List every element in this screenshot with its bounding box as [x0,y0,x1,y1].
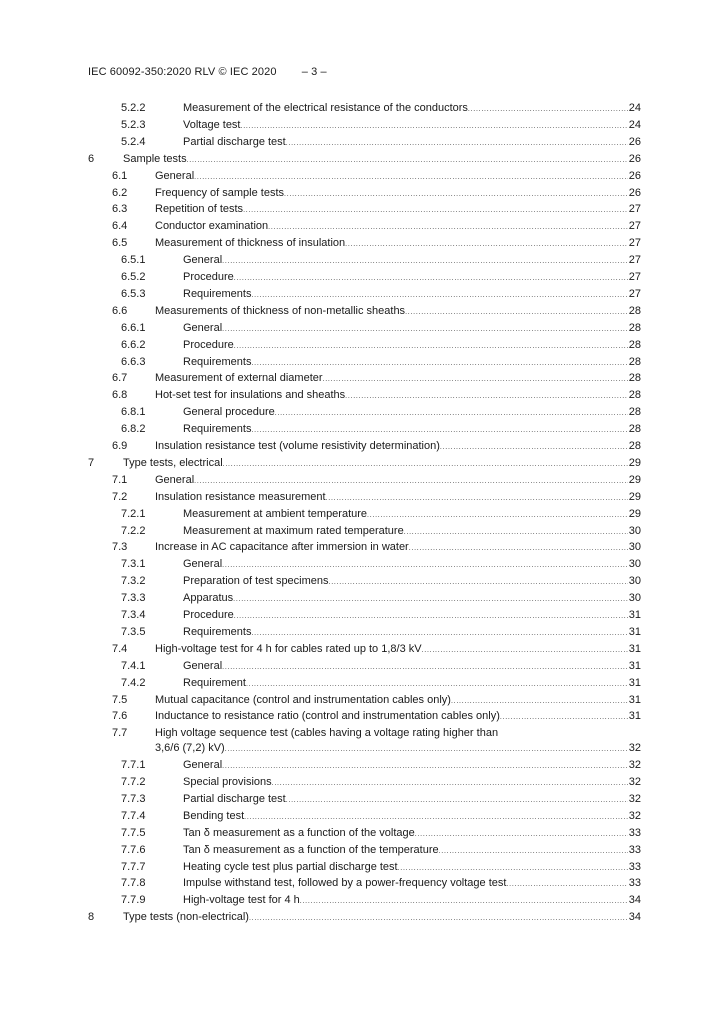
toc-entry[interactable] [0,791,724,807]
toc-dot-leader [367,506,628,524]
page-header [88,66,327,78]
toc-entry-number: 7.7.3 [121,792,146,805]
toc-entry-number: 5.2.3 [121,118,146,131]
toc-entry[interactable] [0,808,724,824]
toc-entry-number: 5.2.2 [121,102,146,114]
toc-entry-page: 29 [628,473,641,486]
toc-entry-line [155,168,641,186]
toc-entry-line [155,708,641,726]
toc-entry-line [155,641,641,659]
toc-dot-leader [244,808,628,826]
toc-entry[interactable] [0,573,724,589]
toc-entry-title: Procedure [183,271,234,283]
toc-entry[interactable] [0,875,724,891]
toc-dot-leader [222,757,628,775]
toc-entry-title: Type tests (non-electrical) [123,911,249,924]
toc-dot-leader [506,875,627,893]
toc-entry-line [183,774,641,792]
toc-entry[interactable] [0,286,724,302]
toc-entry-number: 7.5 [112,693,128,706]
toc-entry[interactable] [0,100,724,116]
toc-dot-leader [405,303,628,321]
toc-dot-leader [194,472,628,490]
toc-entry-number: 7.7.4 [121,809,146,822]
toc-entry[interactable] [0,740,724,756]
toc-dot-leader [345,387,628,405]
toc-entry-line [155,185,641,203]
toc-entry[interactable] [0,892,724,908]
toc-entry-title: Procedure [183,338,234,351]
toc-entry-number: 7.7.2 [121,776,146,788]
toc-entry-line [183,658,641,676]
toc-entry[interactable] [0,523,724,539]
toc-entry-title: General [183,254,223,267]
toc-entry-line [183,404,641,422]
toc-entry-line [183,269,641,287]
toc-dot-leader [500,708,628,726]
toc-entry-continuation [0,725,724,741]
toc-entry-number: 6.2 [112,186,128,199]
toc-entry-number: 6.8.1 [121,406,146,419]
toc-entry[interactable] [0,641,724,657]
toc-entry-line [155,370,641,388]
toc-entry-title: Type tests, electrical [123,456,223,469]
toc-entry-title-line1: High voltage sequence test (cables having a voltage rating higher than [155,727,499,740]
toc-entry-title: General [183,659,223,672]
toc-entry[interactable] [0,539,724,555]
toc-entry-title: Requirements [183,625,252,638]
toc-entry-title: Measurement of external diameter [155,372,323,385]
toc-entry-title: Partial discharge test [183,792,286,805]
toc-entry-line [183,506,641,524]
toc-entry-number: 7.4 [112,642,128,655]
document-id: IEC 60092-350:2020 RLV © IEC 2020 [88,66,277,78]
toc-entry-title: Insulation resistance test (volume resistivity determination) [155,440,440,452]
toc-entry-title: Measurement at maximum rated temperature [183,524,404,537]
toc-dot-leader [223,455,628,473]
toc-entry-page: 28 [628,372,641,385]
toc-entry-page: 30 [628,558,641,571]
toc-entry-page: 28 [628,406,641,419]
toc-entry-title: Tan δ measurement as a function of the voltage [183,826,415,839]
toc-entry-number: 8 [88,911,95,924]
toc-entry-number: 6.3 [112,203,128,216]
toc-entry-line [183,134,641,152]
toc-entry-page: 32 [628,792,641,805]
toc-entry-page: 31 [628,676,641,689]
toc-entry-title: Hot-set test for insulations and sheaths [155,389,346,402]
toc-entry[interactable] [0,387,724,403]
toc-entry-number: 6.8.2 [121,423,146,436]
toc-entry[interactable] [0,556,724,572]
toc-entry-page: 32 [628,742,641,755]
toc-entry-page: 29 [628,456,641,469]
toc-entry-number: 6.6.2 [121,338,146,351]
toc-entry[interactable] [0,303,724,319]
toc-entry-line [155,472,641,490]
toc-dot-leader [234,337,628,355]
toc-entry-line [183,875,641,893]
toc-entry-line [183,624,641,642]
toc-entry[interactable] [0,658,724,674]
toc-entry[interactable] [0,218,724,234]
toc-entry-number: 6.6.3 [121,355,146,368]
toc-entry-line [183,252,641,270]
toc-entry[interactable] [0,607,724,623]
toc-entry-page: 33 [628,826,641,839]
toc-dot-leader [286,791,628,809]
toc-entry[interactable] [0,757,724,773]
toc-entry-title: Repetition of tests [155,203,244,216]
toc-dot-leader [243,201,628,219]
toc-entry-title: Measurement of the electrical resistance of the conductors [183,102,468,114]
toc-entry-number: 7.3.3 [121,592,146,605]
toc-entry[interactable] [0,624,724,640]
toc-dot-leader [272,774,628,792]
toc-entry-number: 6.4 [112,220,128,233]
toc-entry[interactable] [0,354,724,370]
toc-dot-leader [187,151,628,169]
toc-dot-leader [233,590,628,608]
toc-entry-title: Partial discharge test [183,135,286,148]
toc-entry-page: 28 [628,304,641,317]
toc-dot-leader [234,269,628,287]
toc-entry[interactable] [0,489,724,505]
toc-entry[interactable] [0,235,724,251]
toc-entry-line [155,218,641,236]
toc-dot-leader [251,624,627,642]
toc-entry-number: 7.2 [112,490,128,503]
toc-entry-page: 31 [628,693,641,706]
toc-entry[interactable] [0,404,724,420]
toc-entry-title: Apparatus [183,592,234,605]
toc-entry-title: Measurement at ambient temperature [183,507,368,520]
toc-entry-line [183,892,641,910]
toc-dot-leader [222,658,628,676]
toc-entry[interactable] [0,708,724,724]
toc-dot-leader [440,438,628,456]
toc-entry-number: 6.9 [112,440,128,452]
toc-entry-number: 6.5 [112,237,128,250]
toc-entry-line [183,590,641,608]
toc-entry-number: 7.2.2 [121,524,146,537]
toc-entry-number: 7.1 [112,473,128,486]
toc-entry[interactable] [0,842,724,858]
toc-entry-number: 6.5.2 [121,271,146,283]
toc-entry-line [183,117,641,135]
toc-entry[interactable] [0,201,724,217]
toc-dot-leader [345,235,628,253]
toc-dot-leader [323,370,628,388]
toc-entry-page: 28 [628,440,641,452]
toc-entry-number: 7.3 [112,541,128,554]
toc-entry[interactable] [0,590,724,606]
toc-dot-leader [222,556,628,574]
toc-entry-page: 33 [628,877,641,890]
toc-entry-page: 34 [628,894,641,907]
toc-entry-title: General [183,759,223,772]
toc-entry-line [183,757,641,775]
toc-entry-number: 7.7.8 [121,877,146,890]
toc-entry-line [155,201,641,219]
toc-entry-number: 6.6.1 [121,321,146,334]
toc-entry-page: 28 [628,321,641,334]
toc-entry-title: General procedure [183,406,275,419]
toc-entry-title: Requirements [183,355,252,368]
toc-entry-line [123,151,641,169]
toc-entry-page: 29 [628,490,641,503]
toc-entry-title: General [183,558,223,571]
toc-entry-page: 30 [628,575,641,588]
toc-entry-page: 26 [628,152,641,165]
toc-dot-leader [415,825,628,843]
toc-entry-title: Heating cycle test plus partial discharge test [183,860,398,873]
toc-entry-page: 27 [628,203,641,216]
toc-dot-leader [251,421,627,439]
toc-entry-title: General [155,169,195,182]
toc-entry-number: 7.7.1 [121,759,146,772]
toc-entry-number: 6.6 [112,304,128,317]
toc-entry[interactable] [0,859,724,875]
toc-entry-title: High-voltage test for 4 h for cables rated up to 1,8/3 kV [155,642,422,655]
toc-entry-page: 31 [628,659,641,672]
toc-entry-page: 27 [628,254,641,267]
toc-entry[interactable] [0,370,724,386]
toc-entry-page: 31 [628,642,641,655]
toc-entry-title: High-voltage test for 4 h [183,894,300,907]
toc-entry-page: 24 [628,102,641,114]
toc-entry-title: Preparation of test specimens [183,575,329,588]
toc-entry-page: 31 [628,625,641,638]
toc-entry[interactable] [0,252,724,268]
toc-dot-leader [222,320,628,338]
toc-entry[interactable] [0,825,724,841]
toc-entry-number: 6.8 [112,389,128,402]
toc-dot-leader [329,573,628,591]
toc-entry[interactable] [0,269,724,285]
toc-entry-line [183,337,641,355]
toc-entry-title: Mutual capacitance (control and instrumentation cables only) [155,693,451,706]
toc-entry-title: Tan δ measurement as a function of the temperature [183,843,439,856]
toc-entry-title: Requirement [183,676,246,689]
toc-entry-line [155,489,641,507]
toc-entry-page: 24 [628,118,641,131]
toc-dot-leader [451,692,628,710]
toc-entry-line [183,354,641,372]
toc-dot-leader [222,252,628,270]
toc-entry-page: 31 [628,710,641,723]
toc-entry-title: Increase in AC capacitance after immersion in water [155,541,409,554]
toc-entry-line [155,539,641,557]
page-number: – 3 – [301,66,327,78]
toc-entry-title: Measurements of thickness of non-metallic sheaths [155,304,406,317]
toc-entry-title: Impulse withstand test, followed by a power-frequency voltage test [183,877,507,890]
toc-entry[interactable] [0,168,724,184]
toc-entry-page: 28 [628,338,641,351]
toc-entry-line [155,235,641,253]
toc-entry-page: 30 [628,541,641,554]
toc-entry-number: 7.7.7 [121,860,146,873]
toc-entry-line [183,573,641,591]
toc-entry-title: 3,6/6 (7,2) kV) [155,742,225,755]
toc-entry-title: General [155,473,195,486]
toc-entry-number: 6 [88,152,95,165]
toc-dot-leader [241,117,628,135]
toc-entry[interactable] [0,774,724,790]
toc-entry-line [123,909,641,927]
toc-entry-page: 32 [628,776,641,788]
toc-entry-page: 31 [628,609,641,621]
toc-entry-page: 27 [628,220,641,233]
toc-entry-page: 27 [628,271,641,283]
toc-dot-leader [251,286,627,304]
toc-entry-number: 5.2.4 [121,135,146,148]
toc-entry-line [183,556,641,574]
toc-entry-number: 7.6 [112,710,128,723]
toc-entry-page: 30 [628,592,641,605]
toc-entry[interactable] [0,675,724,691]
toc-entry-line [183,675,641,693]
toc-entry-title: Bending test [183,809,245,822]
toc-entry-line [155,692,641,710]
toc-entry-title: Insulation resistance measurement [155,490,326,503]
toc-entry-title: Conductor examination [155,220,269,233]
toc-entry-line [183,808,641,826]
toc-dot-leader [246,675,628,693]
toc-dot-leader [275,404,628,422]
toc-entry-line [155,303,641,321]
toc-entry-title: General [183,321,223,334]
toc-dot-leader [268,218,628,236]
toc-entry-title: Procedure [183,609,234,621]
toc-entry[interactable] [0,117,724,133]
toc-entry-number: 7.7.6 [121,843,146,856]
toc-entry-title: Measurement of thickness of insulation [155,237,346,250]
toc-entry-line [183,859,641,877]
toc-entry-title: Requirements [183,423,252,436]
toc-dot-leader [300,892,628,910]
toc-dot-leader [194,168,628,186]
toc-entry-title: Requirements [183,287,252,300]
toc-entry-number: 7.2.1 [121,507,146,520]
toc-entry-line [183,421,641,439]
toc-entry-line [183,825,641,843]
toc-entry-number: 7.7.5 [121,826,146,839]
toc-entry-number: 6.5.3 [121,287,146,300]
toc-entry-page: 26 [628,169,641,182]
toc-dot-leader [404,523,628,541]
toc-entry-number: 7.7.9 [121,894,146,907]
toc-entry-number: 7.3.1 [121,558,146,571]
toc-entry-line [183,100,641,118]
toc-entry-page: 28 [628,355,641,368]
toc-entry[interactable] [0,134,724,150]
toc-entry-page: 26 [628,186,641,199]
toc-entry-page: 30 [628,524,641,537]
toc-entry-page: 28 [628,389,641,402]
toc-entry-line [155,438,641,456]
toc-dot-leader [409,539,628,557]
toc-entry-page: 28 [628,423,641,436]
toc-entry[interactable] [0,337,724,353]
toc-entry-title: Sample tests [123,152,187,165]
toc-entry-number: 6.7 [112,372,128,385]
toc-entry-page: 27 [628,237,641,250]
toc-entry[interactable] [0,455,724,471]
toc-dot-leader [398,859,628,877]
toc-dot-leader [234,607,628,625]
toc-dot-leader [249,909,628,927]
toc-entry-line [123,455,641,473]
toc-dot-leader [286,134,628,152]
toc-dot-leader [326,489,628,507]
toc-entry-page: 33 [628,860,641,873]
toc-dot-leader [251,354,627,372]
toc-entry-page: 33 [628,843,641,856]
toc-entry-title: Inductance to resistance ratio (control and instrumentation cables only) [155,710,500,723]
toc-entry-line [183,791,641,809]
toc-entry-page: 32 [628,759,641,772]
toc-entry-page: 29 [628,507,641,520]
toc-entry[interactable] [0,151,724,167]
toc-entry[interactable] [0,506,724,522]
toc-entry-line [155,387,641,405]
toc-entry-page: 32 [628,809,641,822]
toc-entry-number: 7.7 [112,727,128,740]
toc-entry-page: 26 [628,135,641,148]
toc-entry-line [183,320,641,338]
toc-dot-leader [468,100,628,118]
toc-entry-number: 7.3.4 [121,609,146,621]
toc-dot-leader [225,740,628,758]
toc-entry-number: 7.3.5 [121,625,146,638]
toc-entry-number: 6.5.1 [121,254,146,267]
toc-dot-leader [422,641,628,659]
toc-entry[interactable] [0,320,724,336]
toc-dot-leader [284,185,628,203]
toc-entry[interactable] [0,421,724,437]
toc-entry-number: 7.4.1 [121,659,146,672]
toc-entry[interactable] [0,472,724,488]
toc-entry-page: 27 [628,287,641,300]
toc-entry[interactable] [0,692,724,708]
toc-entry-number: 6.1 [112,169,128,182]
toc-entry-line [155,740,641,758]
toc-entry-number: 7.4.2 [121,676,146,689]
toc-entry-title: Voltage test [183,118,241,131]
toc-entry-title: Special provisions [183,776,272,788]
toc-entry[interactable] [0,438,724,454]
toc-entry-number: 7.3.2 [121,575,146,588]
toc-entry[interactable] [0,185,724,201]
toc-entry-line [183,523,641,541]
toc-entry-number: 7 [88,456,95,469]
toc-entry-line [183,607,641,625]
toc-entry-page: 34 [628,911,641,924]
toc-entry-line [183,842,641,860]
toc-entry-line [183,286,641,304]
toc-entry[interactable] [0,909,724,925]
toc-entry-title: Frequency of sample tests [155,186,285,199]
toc-dot-leader [439,842,628,860]
